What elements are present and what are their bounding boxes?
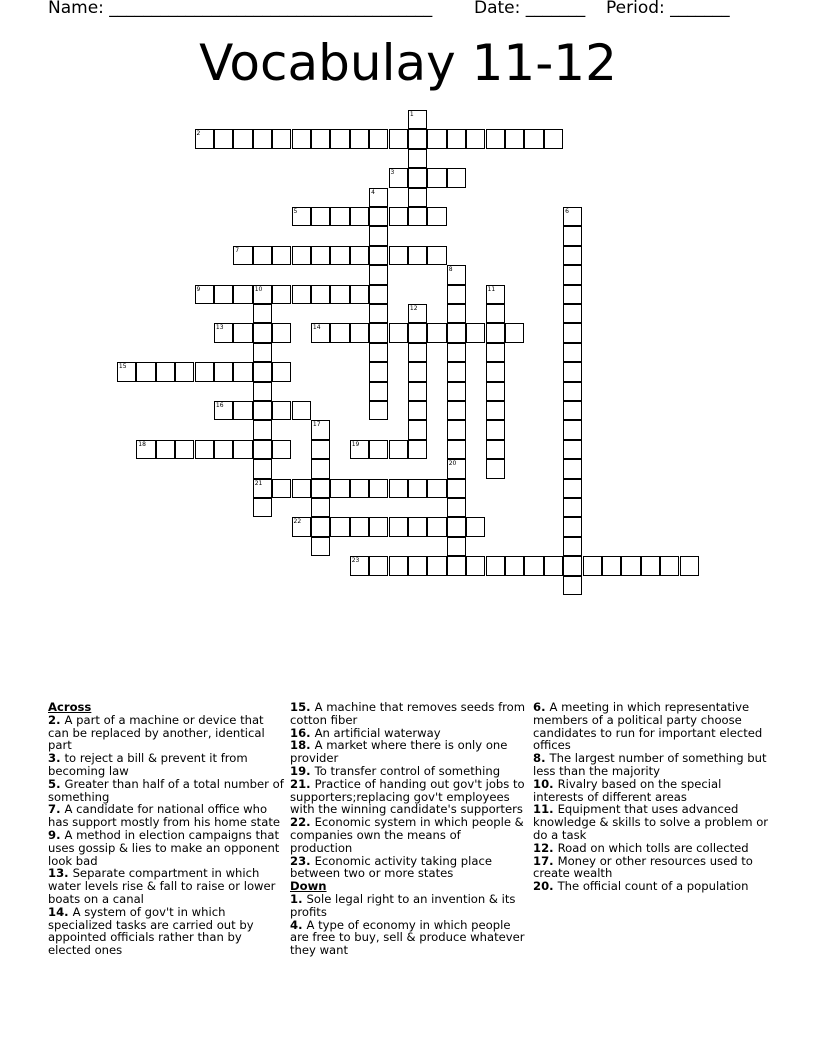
grid-cell[interactable] — [369, 246, 388, 265]
grid-cell[interactable] — [369, 207, 388, 226]
clue-number-label: 19. — [290, 763, 315, 778]
clue-item — [48, 867, 284, 905]
clue-item — [290, 778, 526, 816]
clue-item — [533, 855, 769, 881]
grid-cell[interactable] — [214, 323, 233, 342]
clue-number-label: 16. — [290, 725, 315, 740]
grid-cell[interactable] — [486, 382, 505, 401]
grid-cell[interactable] — [408, 556, 427, 575]
clue-number-label: 2. — [48, 712, 65, 727]
clue-number-label: 8. — [533, 751, 550, 766]
grid-cell[interactable] — [311, 323, 330, 342]
grid-cell[interactable] — [369, 382, 388, 401]
grid-cell[interactable] — [447, 343, 466, 362]
grid-cell[interactable] — [427, 168, 446, 187]
grid-cell[interactable] — [408, 110, 427, 129]
clue-text: An artificial waterway — [314, 725, 441, 740]
grid-cell[interactable] — [311, 285, 330, 304]
grid-cell[interactable] — [427, 207, 446, 226]
clue-text: A part of a machine or device that can be replaced by another, identical part — [48, 712, 265, 753]
grid-cell[interactable] — [563, 362, 582, 381]
grid-cell[interactable] — [408, 343, 427, 362]
clue-number: 19 — [351, 440, 360, 448]
grid-cell[interactable] — [311, 246, 330, 265]
clue-number-label: 23. — [290, 853, 315, 868]
grid-cell[interactable] — [466, 556, 485, 575]
grid-cell[interactable] — [253, 323, 272, 342]
grid-cell[interactable] — [350, 323, 369, 342]
page-title: Vocabulay 11-12 — [199, 34, 617, 92]
clue-number-label: 14. — [48, 904, 73, 919]
grid-cell[interactable] — [311, 129, 330, 148]
clue-number-label: 9. — [48, 827, 65, 842]
grid-cell[interactable] — [447, 420, 466, 439]
grid-cell[interactable] — [330, 285, 349, 304]
grid-cell[interactable] — [350, 556, 369, 575]
grid-cell[interactable] — [408, 168, 427, 187]
grid-cell[interactable] — [369, 304, 388, 323]
grid-cell[interactable] — [486, 362, 505, 381]
grid-cell[interactable] — [292, 207, 311, 226]
clue-item — [290, 701, 526, 727]
clue-item — [290, 739, 526, 765]
clue-number: 7 — [235, 246, 240, 254]
grid-cell[interactable] — [253, 343, 272, 362]
grid-cell[interactable] — [486, 556, 505, 575]
grid-cell[interactable] — [233, 401, 252, 420]
grid-cell[interactable] — [253, 401, 272, 420]
clues-column-2 — [290, 701, 526, 957]
clue-number-label: 22. — [290, 815, 315, 830]
grid-cell[interactable] — [350, 440, 369, 459]
grid-cell[interactable] — [466, 517, 485, 536]
clue-number: 9 — [196, 285, 201, 293]
grid-cell[interactable] — [505, 556, 524, 575]
grid-cell[interactable] — [292, 479, 311, 498]
grid-cell[interactable] — [408, 129, 427, 148]
clue-item — [48, 778, 284, 804]
grid-cell[interactable] — [563, 265, 582, 284]
grid-cell[interactable] — [369, 323, 388, 342]
grid-cell[interactable] — [350, 246, 369, 265]
clue-item — [533, 701, 769, 752]
grid-cell[interactable] — [563, 498, 582, 517]
grid-cell[interactable] — [369, 129, 388, 148]
grid-cell[interactable] — [195, 362, 214, 381]
grid-cell[interactable] — [272, 362, 291, 381]
grid-cell[interactable] — [253, 420, 272, 439]
clue-text: A machine that removes seeds from cotton fiber — [290, 700, 526, 727]
grid-cell[interactable] — [466, 323, 485, 342]
grid-cell[interactable] — [369, 556, 388, 575]
clue-text: Sole legal right to an invention & its profits — [290, 891, 516, 919]
grid-cell[interactable] — [214, 285, 233, 304]
clue-text: Road on which tolls are collected — [557, 840, 749, 855]
grid-cell[interactable] — [408, 382, 427, 401]
clue-number-label: 11. — [533, 802, 558, 817]
clue-number-label: 3. — [48, 751, 65, 766]
grid-cell[interactable] — [389, 479, 408, 498]
clue-text: Practice of handing out gov't jobs to supporters;replacing gov't employees with the winning candidate's supporters — [290, 776, 525, 817]
grid-cell[interactable] — [447, 498, 466, 517]
grid-cell[interactable] — [447, 265, 466, 284]
grid-cell[interactable] — [447, 440, 466, 459]
clue-number-label: 10. — [533, 776, 558, 791]
clue-number: 11 — [487, 285, 496, 293]
grid-cell[interactable] — [292, 285, 311, 304]
clue-text: A market where there is only one provider — [290, 738, 508, 766]
grid-cell[interactable] — [563, 459, 582, 478]
grid-cell[interactable] — [486, 420, 505, 439]
grid-cell[interactable] — [214, 401, 233, 420]
grid-cell[interactable] — [253, 459, 272, 478]
grid-cell[interactable] — [447, 285, 466, 304]
grid-cell[interactable] — [486, 401, 505, 420]
grid-cell[interactable] — [563, 207, 582, 226]
clue-number: 2 — [196, 130, 201, 138]
grid-cell[interactable] — [156, 440, 175, 459]
grid-cell[interactable] — [292, 246, 311, 265]
clue-number: 14 — [312, 324, 321, 332]
clue-number-label: 17. — [533, 853, 558, 868]
grid-cell[interactable] — [253, 382, 272, 401]
grid-cell[interactable] — [311, 479, 330, 498]
grid-cell[interactable] — [563, 246, 582, 265]
grid-cell[interactable] — [369, 343, 388, 362]
clue-number: 17 — [312, 421, 321, 429]
clue-number: 1 — [409, 111, 414, 118]
grid-cell[interactable] — [563, 420, 582, 439]
down-heading: Down — [290, 879, 327, 894]
grid-cell[interactable] — [544, 129, 563, 148]
grid-cell[interactable] — [602, 556, 621, 575]
clues-column-3 — [533, 701, 769, 893]
grid-cell[interactable] — [447, 129, 466, 148]
clue-number-label: 12. — [533, 840, 558, 855]
clue-text: Greater than half of a total number of something — [48, 776, 284, 804]
grid-cell[interactable] — [369, 401, 388, 420]
clue-number: 6 — [565, 208, 569, 215]
grid-cell[interactable] — [195, 129, 214, 148]
grid-cell[interactable] — [544, 556, 563, 575]
grid-cell[interactable] — [272, 401, 291, 420]
grid-cell[interactable] — [408, 323, 427, 342]
grid-cell[interactable] — [136, 440, 155, 459]
clue-item — [533, 752, 769, 778]
grid-cell[interactable] — [350, 129, 369, 148]
grid-cell[interactable] — [369, 285, 388, 304]
grid-cell[interactable] — [369, 188, 388, 207]
clue-text: Separate compartment in which water levels rise & fall to raise or lower boats on a canal — [48, 866, 276, 906]
grid-cell[interactable] — [311, 420, 330, 439]
grid-cell[interactable] — [563, 343, 582, 362]
grid-cell[interactable] — [136, 362, 155, 381]
grid-cell[interactable] — [408, 420, 427, 439]
clue-number-label: 15. — [290, 700, 315, 714]
grid-cell[interactable] — [486, 285, 505, 304]
grid-cell[interactable] — [330, 479, 349, 498]
grid-cell[interactable] — [175, 440, 194, 459]
clue-text: Equipment that uses advanced knowledge & skills to solve a problem or do a task — [533, 802, 769, 842]
clue-item — [48, 714, 284, 752]
grid-cell[interactable] — [583, 556, 602, 575]
across-heading: Across — [48, 700, 92, 714]
grid-cell[interactable] — [369, 479, 388, 498]
grid-cell[interactable] — [447, 517, 466, 536]
clue-number: 13 — [215, 324, 224, 332]
grid-cell[interactable] — [253, 246, 272, 265]
grid-cell[interactable] — [563, 382, 582, 401]
grid-cell[interactable] — [233, 362, 252, 381]
grid-cell[interactable] — [447, 382, 466, 401]
clue-number-label: 13. — [48, 866, 73, 881]
grid-cell[interactable] — [408, 207, 427, 226]
grid-cell[interactable] — [524, 129, 543, 148]
grid-cell[interactable] — [524, 556, 543, 575]
clue-number-label: 18. — [290, 738, 315, 753]
clue-number: 8 — [448, 266, 453, 274]
grid-cell[interactable] — [447, 168, 466, 187]
grid-cell[interactable] — [311, 440, 330, 459]
clues-column-1 — [48, 701, 284, 957]
grid-cell[interactable] — [292, 401, 311, 420]
grid-cell[interactable] — [195, 440, 214, 459]
grid-cell[interactable] — [466, 129, 485, 148]
grid-cell[interactable] — [563, 576, 582, 595]
grid-cell[interactable] — [486, 343, 505, 362]
grid-cell[interactable] — [427, 479, 446, 498]
clue-number: 5 — [293, 208, 298, 215]
grid-cell[interactable] — [447, 556, 466, 575]
grid-cell[interactable] — [389, 556, 408, 575]
grid-cell[interactable] — [350, 479, 369, 498]
clue-number-label: 1. — [290, 891, 307, 906]
clue-number: 15 — [118, 363, 127, 371]
clue-item — [533, 803, 769, 841]
grid-cell[interactable] — [563, 401, 582, 420]
grid-cell[interactable] — [292, 129, 311, 148]
grid-cell[interactable] — [427, 246, 446, 265]
grid-cell[interactable] — [292, 517, 311, 536]
grid-cell[interactable] — [486, 440, 505, 459]
grid-cell[interactable] — [563, 517, 582, 536]
clue-item — [290, 855, 526, 881]
clue-number: 21 — [254, 479, 263, 487]
grid-cell[interactable] — [330, 323, 349, 342]
grid-cell[interactable] — [117, 362, 136, 381]
grid-cell[interactable] — [447, 304, 466, 323]
grid-cell[interactable] — [660, 556, 679, 575]
grid-cell[interactable] — [505, 323, 524, 342]
grid-cell[interactable] — [680, 556, 699, 575]
clue-item — [290, 816, 526, 854]
grid-cell[interactable] — [253, 440, 272, 459]
grid-cell[interactable] — [389, 207, 408, 226]
clue-number: 23 — [351, 557, 360, 565]
clue-text: Economic activity taking place between two or more states — [290, 853, 492, 881]
grid-cell[interactable] — [233, 246, 252, 265]
grid-cell[interactable] — [427, 517, 446, 536]
grid-cell[interactable] — [389, 168, 408, 187]
clue-number-label: 5. — [48, 776, 65, 791]
grid-cell[interactable] — [447, 362, 466, 381]
grid-cell[interactable] — [563, 226, 582, 245]
grid-cell[interactable] — [330, 246, 349, 265]
grid-cell[interactable] — [272, 323, 291, 342]
clue-text: A candidate for national office who has support mostly from his home state — [48, 802, 280, 830]
grid-cell[interactable] — [233, 285, 252, 304]
grid-cell[interactable] — [195, 285, 214, 304]
grid-cell[interactable] — [330, 207, 349, 226]
grid-cell[interactable] — [369, 517, 388, 536]
clue-item — [290, 919, 526, 957]
name-field-label: Name: ______________________________________ — [48, 0, 433, 18]
clue-number: 12 — [409, 305, 418, 312]
grid-cell[interactable] — [330, 517, 349, 536]
clue-item — [533, 880, 769, 893]
grid-cell[interactable] — [272, 285, 291, 304]
grid-cell[interactable] — [486, 459, 505, 478]
grid-cell[interactable] — [233, 323, 252, 342]
grid-cell[interactable] — [272, 440, 291, 459]
grid-cell[interactable] — [253, 479, 272, 498]
clue-text: Money or other resources used to create wealth — [533, 853, 753, 881]
grid-cell[interactable] — [253, 285, 272, 304]
grid-cell[interactable] — [389, 246, 408, 265]
grid-cell[interactable] — [156, 362, 175, 381]
clue-text: A system of gov't in which specialized tasks are carried out by appointed officials rather than by elected ones — [48, 904, 254, 958]
grid-cell[interactable] — [505, 129, 524, 148]
grid-cell[interactable] — [408, 188, 427, 207]
grid-cell[interactable] — [253, 129, 272, 148]
grid-cell[interactable] — [563, 556, 582, 575]
grid-cell[interactable] — [447, 479, 466, 498]
grid-cell[interactable] — [486, 323, 505, 342]
grid-cell[interactable] — [311, 498, 330, 517]
clue-item — [48, 752, 284, 778]
clue-number: 18 — [138, 440, 146, 448]
grid-cell[interactable] — [408, 304, 427, 323]
grid-cell[interactable] — [369, 226, 388, 245]
grid-cell[interactable] — [447, 323, 466, 342]
grid-cell[interactable] — [563, 323, 582, 342]
date-field-label: Date: _______ — [474, 0, 586, 18]
grid-cell[interactable] — [408, 149, 427, 168]
grid-cell[interactable] — [408, 246, 427, 265]
grid-cell[interactable] — [350, 207, 369, 226]
clue-number-label: 6. — [533, 700, 550, 714]
grid-cell[interactable] — [486, 129, 505, 148]
clue-text: A method in election campaigns that uses gossip & lies to make an opponent look bad — [48, 827, 280, 868]
clue-number: 16 — [215, 402, 224, 409]
clue-number: 3 — [390, 169, 395, 177]
grid-cell[interactable] — [233, 440, 252, 459]
grid-cell[interactable] — [408, 479, 427, 498]
clue-text: The largest number of something but less than the majority — [533, 751, 767, 778]
clue-text: to reject a bill & prevent it from becoming law — [48, 751, 248, 778]
grid-cell[interactable] — [350, 285, 369, 304]
grid-cell[interactable] — [389, 323, 408, 342]
clue-item — [48, 906, 284, 957]
clue-number: 4 — [371, 188, 375, 196]
grid-cell[interactable] — [427, 556, 446, 575]
clue-item — [533, 778, 769, 804]
grid-cell[interactable] — [311, 517, 330, 536]
grid-cell[interactable] — [408, 401, 427, 420]
grid-cell[interactable] — [447, 459, 466, 478]
grid-cell[interactable] — [253, 498, 272, 517]
clue-number-label: 21. — [290, 776, 315, 791]
grid-cell[interactable] — [369, 440, 388, 459]
clue-text: Rivalry based on the special interests of different areas — [533, 776, 722, 804]
grid-cell[interactable] — [214, 129, 233, 148]
clue-text: To transfer control of something — [314, 763, 501, 778]
grid-cell[interactable] — [253, 304, 272, 323]
grid-cell[interactable] — [563, 285, 582, 304]
grid-cell[interactable] — [389, 440, 408, 459]
clue-item — [48, 803, 284, 829]
clue-number-label: 7. — [48, 802, 65, 817]
grid-cell[interactable] — [369, 362, 388, 381]
grid-cell[interactable] — [272, 246, 291, 265]
clue-item — [290, 893, 526, 919]
clue-item — [48, 829, 284, 867]
grid-cell[interactable] — [427, 129, 446, 148]
clue-number: 20 — [448, 460, 457, 468]
grid-cell[interactable] — [389, 129, 408, 148]
grid-cell[interactable] — [447, 537, 466, 556]
grid-cell[interactable] — [330, 129, 349, 148]
clue-number-label: 4. — [290, 917, 307, 932]
grid-cell[interactable] — [408, 362, 427, 381]
grid-cell[interactable] — [563, 479, 582, 498]
grid-cell[interactable] — [369, 265, 388, 284]
clue-text: The official count of a population — [557, 879, 749, 894]
grid-cell[interactable] — [389, 517, 408, 536]
grid-cell[interactable] — [486, 304, 505, 323]
clue-text: Economic system in which people & companies own the means of production — [290, 815, 524, 855]
clue-number: 10 — [254, 285, 263, 293]
grid-cell[interactable] — [311, 537, 330, 556]
grid-cell[interactable] — [272, 479, 291, 498]
grid-cell[interactable] — [408, 517, 427, 536]
grid-cell[interactable] — [350, 517, 369, 536]
grid-cell[interactable] — [253, 362, 272, 381]
grid-cell[interactable] — [641, 556, 660, 575]
grid-cell[interactable] — [447, 401, 466, 420]
grid-cell[interactable] — [175, 362, 194, 381]
grid-cell[interactable] — [214, 440, 233, 459]
grid-cell[interactable] — [272, 129, 291, 148]
grid-cell[interactable] — [621, 556, 640, 575]
grid-cell[interactable] — [311, 207, 330, 226]
clue-number-label: 20. — [533, 879, 558, 894]
clue-text: A meeting in which representative members of a political party choose candidates to run for important elected offices — [533, 700, 763, 753]
grid-cell[interactable] — [563, 537, 582, 556]
grid-cell[interactable] — [408, 440, 427, 459]
grid-cell[interactable] — [563, 440, 582, 459]
grid-cell[interactable] — [563, 304, 582, 323]
grid-cell[interactable] — [311, 459, 330, 478]
clue-number: 22 — [293, 518, 302, 526]
grid-cell[interactable] — [214, 362, 233, 381]
clue-text: A type of economy in which people are free to buy, sell & produce whatever they want — [290, 917, 525, 958]
grid-cell[interactable] — [427, 323, 446, 342]
grid-cell[interactable] — [233, 129, 252, 148]
period-field-label: Period: _______ — [606, 0, 730, 18]
